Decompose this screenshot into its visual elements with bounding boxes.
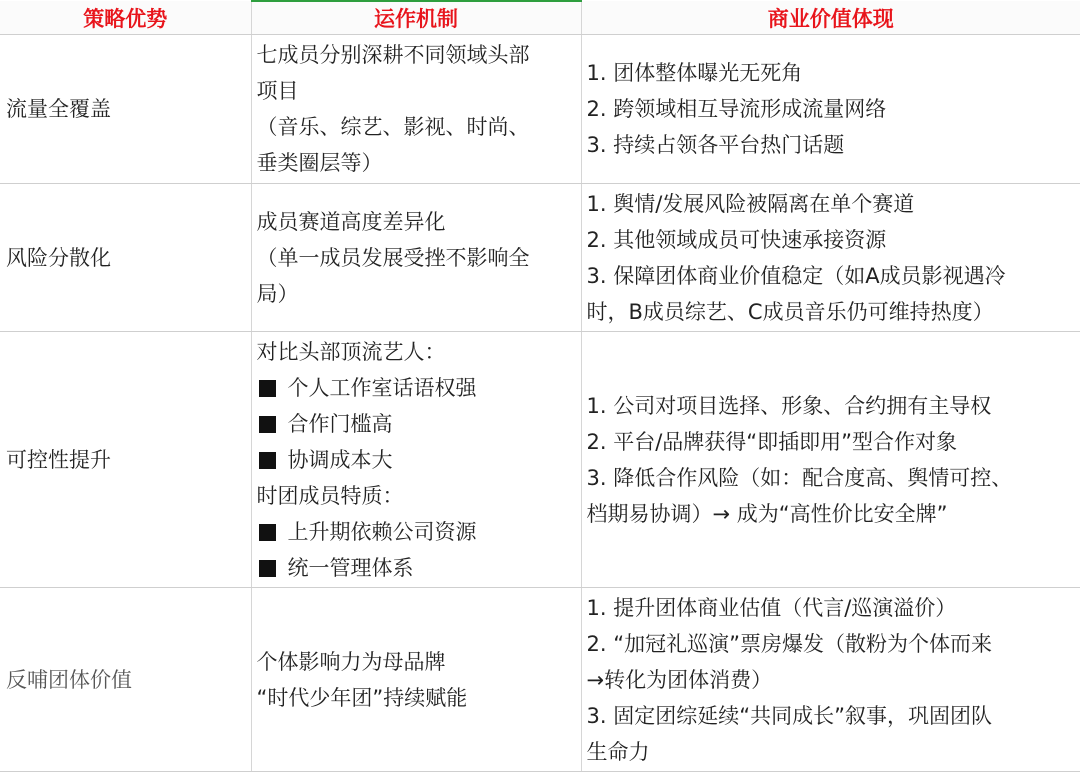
mechanism-line: （单一成员发展受挫不影响全 xyxy=(256,245,530,270)
value-line: 2. 其他领域成员可快速承接资源 xyxy=(586,227,887,252)
value-line: →转化为团体消费） xyxy=(586,667,773,692)
black-square-icon xyxy=(259,380,276,397)
value-line: 2. “加冠礼巡演”票房爆发（散粉为个体而来 xyxy=(586,631,992,656)
value-cell xyxy=(581,332,1080,588)
list-item-text: 上升期依赖公司资源 xyxy=(287,519,477,544)
black-square-icon xyxy=(259,524,276,541)
value-line: 3. 持续占领各平台热门话题 xyxy=(586,133,845,157)
value-cell xyxy=(581,588,1080,772)
mechanism-intro: 时团成员特质： xyxy=(256,483,404,508)
value-line: 1. 舆情/发展风险被隔离在单个赛道 xyxy=(586,191,915,216)
value-line: 时，B成员综艺、C成员音乐仍可维持热度） xyxy=(586,299,994,324)
list-item-text: 个人工作室话语权强 xyxy=(287,375,477,400)
value-line: 2. 跨领域相互导流形成流量网络 xyxy=(586,97,887,121)
list-item xyxy=(257,406,577,442)
table-row xyxy=(0,35,1080,184)
value-line: 生命力 xyxy=(586,739,650,764)
mechanism-line: 个体影响力为母品牌 xyxy=(256,649,446,674)
list-item-text: 合作门槛高 xyxy=(287,411,393,436)
value-line: 1. 公司对项目选择、形象、合约拥有主导权 xyxy=(586,393,992,418)
mechanism-intro: 对比头部顶流艺人： xyxy=(256,339,446,364)
value-line: 1. 提升团体商业估值（代言/巡演溢价） xyxy=(586,595,957,620)
table-row xyxy=(0,588,1080,772)
advantage-cell: 流量全覆盖 xyxy=(0,35,251,184)
mechanism-cell xyxy=(251,588,581,772)
value-line: 3. 降低合作风险（如：配合度高、舆情可控、 xyxy=(586,465,1013,490)
header-strategy-advantage: 策略优势 xyxy=(0,1,251,35)
value-line: 档期易协调）→ 成为“高性价比安全牌” xyxy=(586,501,948,526)
black-square-icon xyxy=(259,416,276,433)
list-item xyxy=(257,370,577,406)
advantage-cell: 风险分散化 xyxy=(0,184,251,332)
table-row xyxy=(0,184,1080,332)
mechanism-cell xyxy=(251,184,581,332)
value-line: 1. 团体整体曝光无死角 xyxy=(586,61,803,85)
black-square-icon xyxy=(259,452,276,469)
mechanism-line: “时代少年团”持续赋能 xyxy=(256,685,468,710)
list-item-text: 统一管理体系 xyxy=(287,555,414,580)
mechanism-cell xyxy=(251,332,581,588)
header-operating-mechanism: 运作机制 xyxy=(251,1,581,35)
black-square-icon xyxy=(259,560,276,577)
value-line: 2. 平台/品牌获得“即插即用”型合作对象 xyxy=(586,429,958,454)
value-cell xyxy=(581,184,1080,332)
advantage-cell: 反哺团体价值 xyxy=(0,588,251,772)
advantage-cell: 可控性提升 xyxy=(0,332,251,588)
table-row xyxy=(0,332,1080,588)
mechanism-line: 垂类圈层等） xyxy=(256,151,383,175)
value-cell xyxy=(581,35,1080,184)
list-item xyxy=(257,550,577,586)
mechanism-line: 项目 xyxy=(256,79,299,103)
list-item xyxy=(257,514,577,550)
list-item xyxy=(257,442,577,478)
mechanism-line: 成员赛道高度差异化 xyxy=(256,209,446,234)
mechanism-line: 局） xyxy=(256,281,299,306)
mechanism-cell xyxy=(251,35,581,184)
header-commercial-value: 商业价值体现 xyxy=(581,1,1080,35)
value-line: 3. 固定团综延续“共同成长”叙事，巩固团队 xyxy=(586,703,992,728)
value-line: 3. 保障团体商业价值稳定（如A成员影视遇冷 xyxy=(586,263,1006,288)
list-item-text: 协调成本大 xyxy=(287,447,393,472)
mechanism-line: 七成员分别深耕不同领域头部 xyxy=(256,43,530,67)
header-row xyxy=(0,1,1080,35)
mechanism-line: （音乐、综艺、影视、时尚、 xyxy=(256,115,530,139)
